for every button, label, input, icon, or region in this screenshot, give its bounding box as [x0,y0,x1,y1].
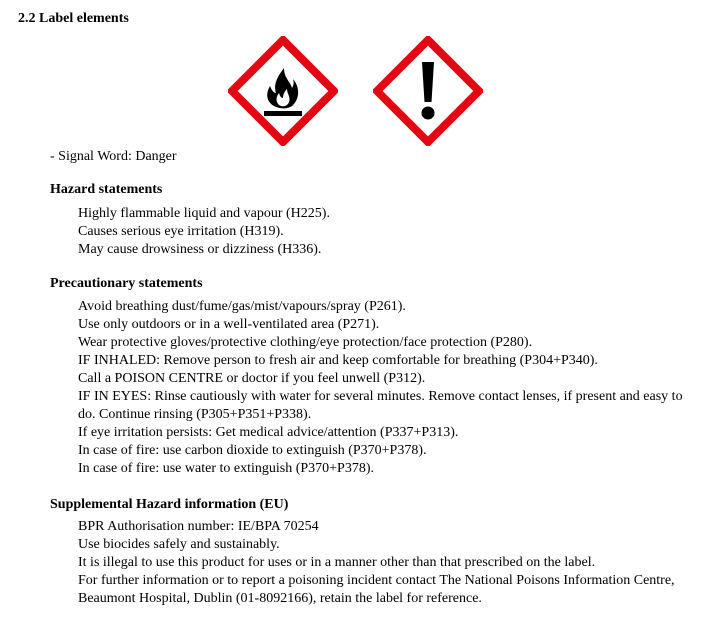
list-item: Avoid breathing dust/fume/gas/mist/vapours/spray (P261). [78,299,406,314]
section-title: 2.2 Label elements [18,11,129,26]
hazard-statements-list [78,205,693,259]
list-item: In case of fire: use water to extinguish (P370+P378). [78,461,374,476]
list-item: BPR Authorisation number: IE/BPA 70254 [78,519,319,534]
list-item: Call a POISON CENTRE or doctor if you feel unwell (P312). [78,371,426,386]
list-item: May cause drowsiness or dizziness (H336). [78,242,322,257]
list-item: In case of fire: use carbon dioxide to extinguish (P370+P378). [78,443,427,458]
list-item: IF IN EYES: Rinse cautiously with water for several minutes. Remove contact lenses, if present and easy to do. Continue rinsing (P305+P351+P338). [78,389,683,422]
exclamation-mark-pictogram-icon [373,36,483,146]
list-item: If eye irritation persists: Get medical advice/attention (P337+P313). [78,425,459,440]
list-item: IF INHALED: Remove person to fresh air and keep comfortable for breathing (P304+P340). [78,353,598,368]
flame-pictogram-icon [228,36,338,146]
supplemental-hazard-list [78,518,693,608]
list-item: Use only outdoors or in a well-ventilated area (P271). [78,317,380,332]
precautionary-statements-heading: Precautionary statements [50,276,203,291]
list-item: Causes serious eye irritation (H319). [78,224,284,239]
list-item: For further information or to report a poisoning incident contact The National Poisons Information Centre, Beaumont Hospital, Dublin (01-8092166), retain the label for reference. [78,573,675,606]
list-item: Wear protective gloves/protective clothing/eye protection/face protection (P280). [78,335,533,350]
list-item: Highly flammable liquid and vapour (H225). [78,206,330,221]
precautionary-statements-list [78,298,693,478]
list-item: It is illegal to use this product for uses or in a manner other than that prescribed on the label. [78,555,596,570]
hazard-statements-heading: Hazard statements [50,182,163,197]
supplemental-hazard-heading: Supplemental Hazard information (EU) [50,497,289,512]
list-item: Use biocides safely and sustainably. [78,537,280,552]
ghs-pictograms [228,36,488,146]
signal-word: - Signal Word: Danger [50,149,177,164]
